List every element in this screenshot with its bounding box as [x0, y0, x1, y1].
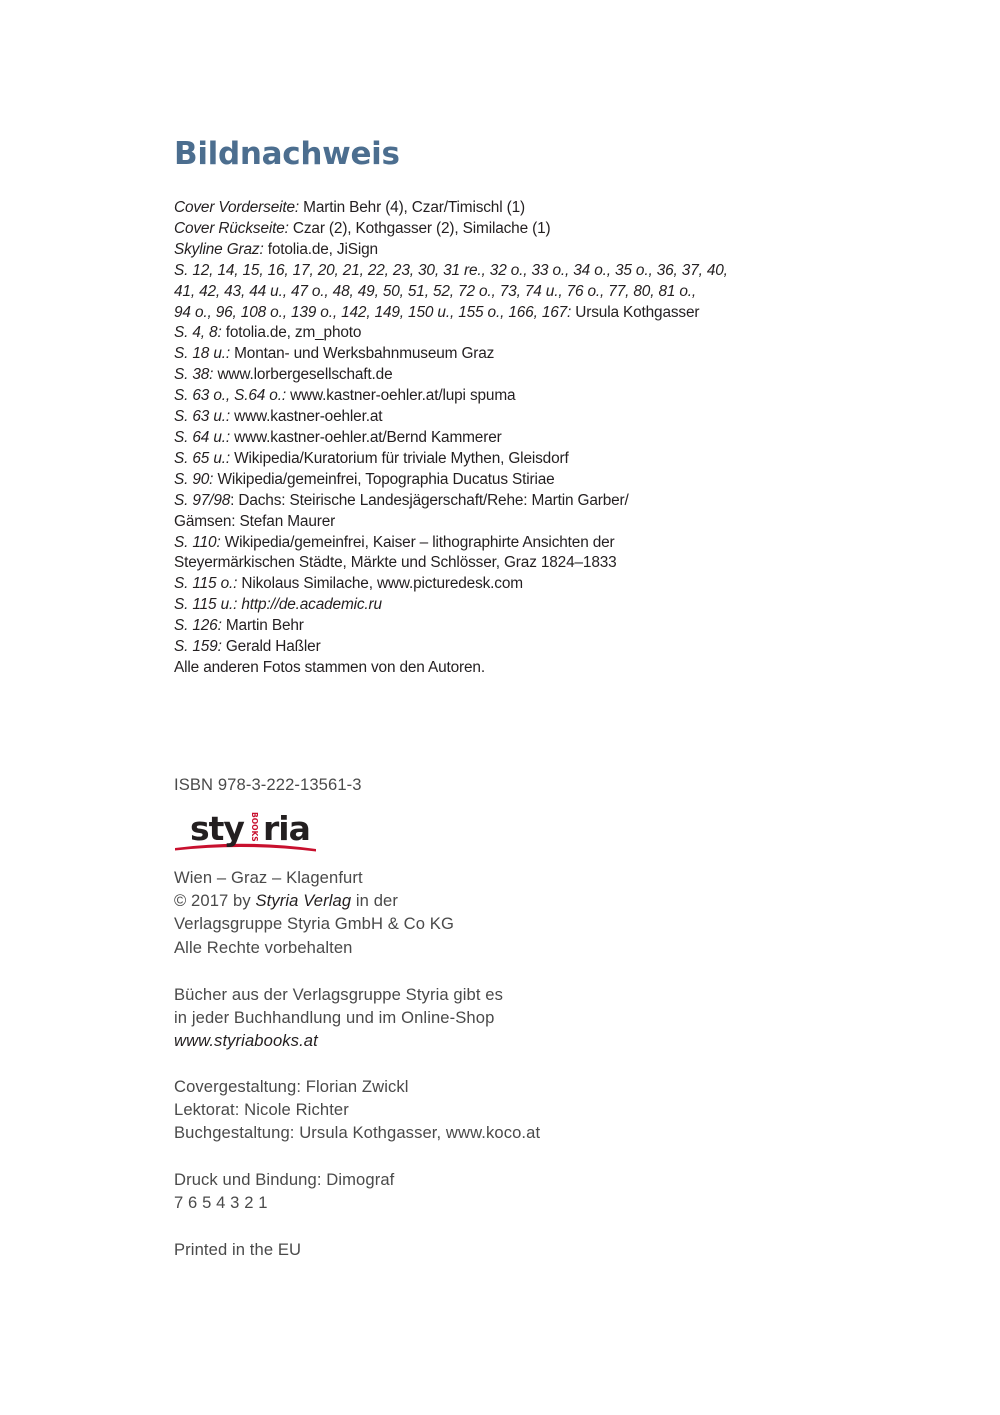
logo-books-badge: BOOKS	[250, 812, 259, 842]
credit-line	[174, 553, 734, 574]
book-design-line: Buchgestaltung: Ursula Kothgasser, www.koco.at	[174, 1123, 541, 1143]
credit-line	[174, 303, 734, 324]
credit-line	[174, 428, 734, 449]
credit-text: Gerald Haßler	[221, 638, 321, 656]
page-title: Bildnachweis	[174, 136, 400, 172]
credit-label: S. 18 u.:	[174, 345, 230, 363]
credit-text: www.kastner-oehler.at	[229, 408, 383, 426]
printing-line: Druck und Bindung: Dimograf	[174, 1170, 395, 1189]
copyright-publisher: Styria Verlag	[255, 891, 352, 911]
credit-label: S. 159:	[174, 638, 222, 656]
copyright-prefix: © 2017 by	[174, 891, 256, 911]
credit-label: S. 38:	[174, 366, 214, 384]
credit-text: Czar (2), Kothgasser (2), Similache (1)	[288, 219, 551, 237]
credit-text: www.kastner-oehler.at/Bernd Kammerer	[229, 428, 502, 446]
credit-text: Wikipedia/gemeinfrei, Topographia Ducatus Stiriae	[213, 470, 555, 488]
copyright-line	[174, 889, 454, 912]
shop-info	[174, 983, 503, 1053]
credit-label: S. 126:	[174, 617, 222, 635]
credit-line	[174, 637, 734, 658]
editing-line: Lektorat: Nicole Richter	[174, 1100, 349, 1120]
credit-label: S. 63 o., S.64 o.:	[174, 387, 286, 405]
shop-line-1: Bücher aus der Verlagsgruppe Styria gibt es	[174, 985, 503, 1004]
credit-line	[174, 261, 734, 282]
credit-label: S. 115 o.:	[174, 575, 238, 593]
credit-label: S. 4, 8:	[174, 324, 222, 342]
cover-design-line: Covergestaltung: Florian Zwickl	[174, 1077, 409, 1096]
credit-line	[174, 323, 734, 344]
styria-logo-graphic	[174, 806, 324, 854]
shop-url-link[interactable]: www.styriabooks.at	[174, 1031, 318, 1051]
credit-label: 41, 42, 43, 44 u., 47 o., 48, 49, 50, 51, 52, 72 o., 73, 74 u., 76 o., 77, 80, 81 o.,	[174, 282, 697, 300]
credit-text: Nikolaus Similache, www.picturedesk.com	[237, 575, 523, 593]
credit-label: S. 115 u.: http://de.academic.ru	[174, 596, 382, 614]
printed-in	[174, 1238, 301, 1261]
credit-label: Cover Vorderseite:	[174, 199, 300, 216]
rights-line: Alle Rechte vorbehalten	[174, 937, 353, 957]
credit-text: Steyermärkischen Städte, Märkte und Schlösser, Graz 1824–1833	[174, 554, 617, 572]
credit-line	[174, 219, 734, 240]
logo-word-left: sty	[190, 809, 244, 848]
credit-label: S. 12, 14, 15, 16, 17, 20, 21, 22, 23, 30, 31 re., 32 o., 33 o., 34 o., 35 o., 36, 37, 40,	[174, 261, 728, 279]
credit-text: Martin Behr	[221, 617, 304, 635]
credit-text: Alle anderen Fotos stammen von den Autoren.	[174, 658, 485, 676]
credit-line	[174, 512, 734, 533]
credit-text: Wikipedia/gemeinfrei, Kaiser – lithographirte Ansichten der	[220, 533, 615, 551]
credit-line	[174, 407, 734, 428]
publisher-group-line: Verlagsgruppe Styria GmbH & Co KG	[174, 914, 454, 934]
photo-credits-list	[174, 198, 734, 679]
credit-line	[174, 491, 734, 512]
credit-text: : Dachs: Steirische Landesjägerschaft/Rehe: Martin Garber/	[230, 491, 629, 509]
credit-line	[174, 449, 734, 470]
credit-label: S. 64 u.:	[174, 428, 230, 446]
credit-line	[174, 574, 734, 595]
credit-label: S. 110:	[174, 533, 221, 551]
credit-line	[174, 533, 734, 554]
styria-books-logo	[174, 806, 324, 859]
credit-label: S. 65 u.:	[174, 449, 230, 467]
print-run-line: 7 6 5 4 3 2 1	[174, 1193, 268, 1213]
city-line: Wien – Graz – Klagenfurt	[174, 868, 363, 887]
logo-word-right: ria	[263, 809, 310, 848]
credit-label: Cover Rückseite:	[174, 219, 289, 237]
credit-label: 94 o., 96, 108 o., 139 o., 142, 149, 150 u., 155 o., 166, 167:	[174, 303, 572, 321]
credit-text: Gämsen: Stefan Maurer	[174, 512, 336, 530]
publisher-info	[174, 866, 454, 959]
credit-line	[174, 344, 734, 365]
credit-line	[174, 470, 734, 491]
isbn	[174, 773, 362, 796]
printed-in-line: Printed in the EU	[174, 1240, 302, 1259]
credit-line	[174, 365, 734, 386]
credit-text: Wikipedia/Kuratorium für triviale Mythen, Gleisdorf	[229, 449, 569, 467]
production-credits	[174, 1075, 540, 1145]
credit-label: S. 63 u.:	[174, 408, 230, 426]
credit-label: S. 97/98	[174, 491, 231, 509]
credit-line	[174, 386, 734, 407]
credit-text: fotolia.de, zm_photo	[221, 324, 362, 342]
credit-label: Skyline Graz:	[174, 240, 264, 258]
credit-text: www.kastner-oehler.at/lupi spuma	[285, 387, 516, 405]
credit-text: Ursula Kothgasser	[571, 303, 700, 321]
credit-line	[174, 198, 734, 219]
credit-line	[174, 595, 734, 616]
credit-line	[174, 240, 734, 261]
copyright-suffix: in der	[351, 891, 399, 911]
credit-text: fotolia.de, JiSign	[263, 240, 378, 258]
credit-label: S. 90:	[174, 470, 214, 488]
printing-info	[174, 1168, 394, 1214]
credit-text: Martin Behr (4), Czar/Timischl (1)	[299, 199, 525, 216]
credit-text: Montan- und Werksbahnmuseum Graz	[229, 345, 495, 363]
isbn-line: ISBN 978-3-222-13561-3	[174, 775, 362, 794]
credit-line	[174, 616, 734, 637]
credit-text: www.lorbergesellschaft.de	[213, 366, 393, 384]
shop-line-2: in jeder Buchhandlung und im Online-Shop	[174, 1008, 495, 1028]
credit-line	[174, 282, 734, 303]
credit-line	[174, 658, 734, 679]
